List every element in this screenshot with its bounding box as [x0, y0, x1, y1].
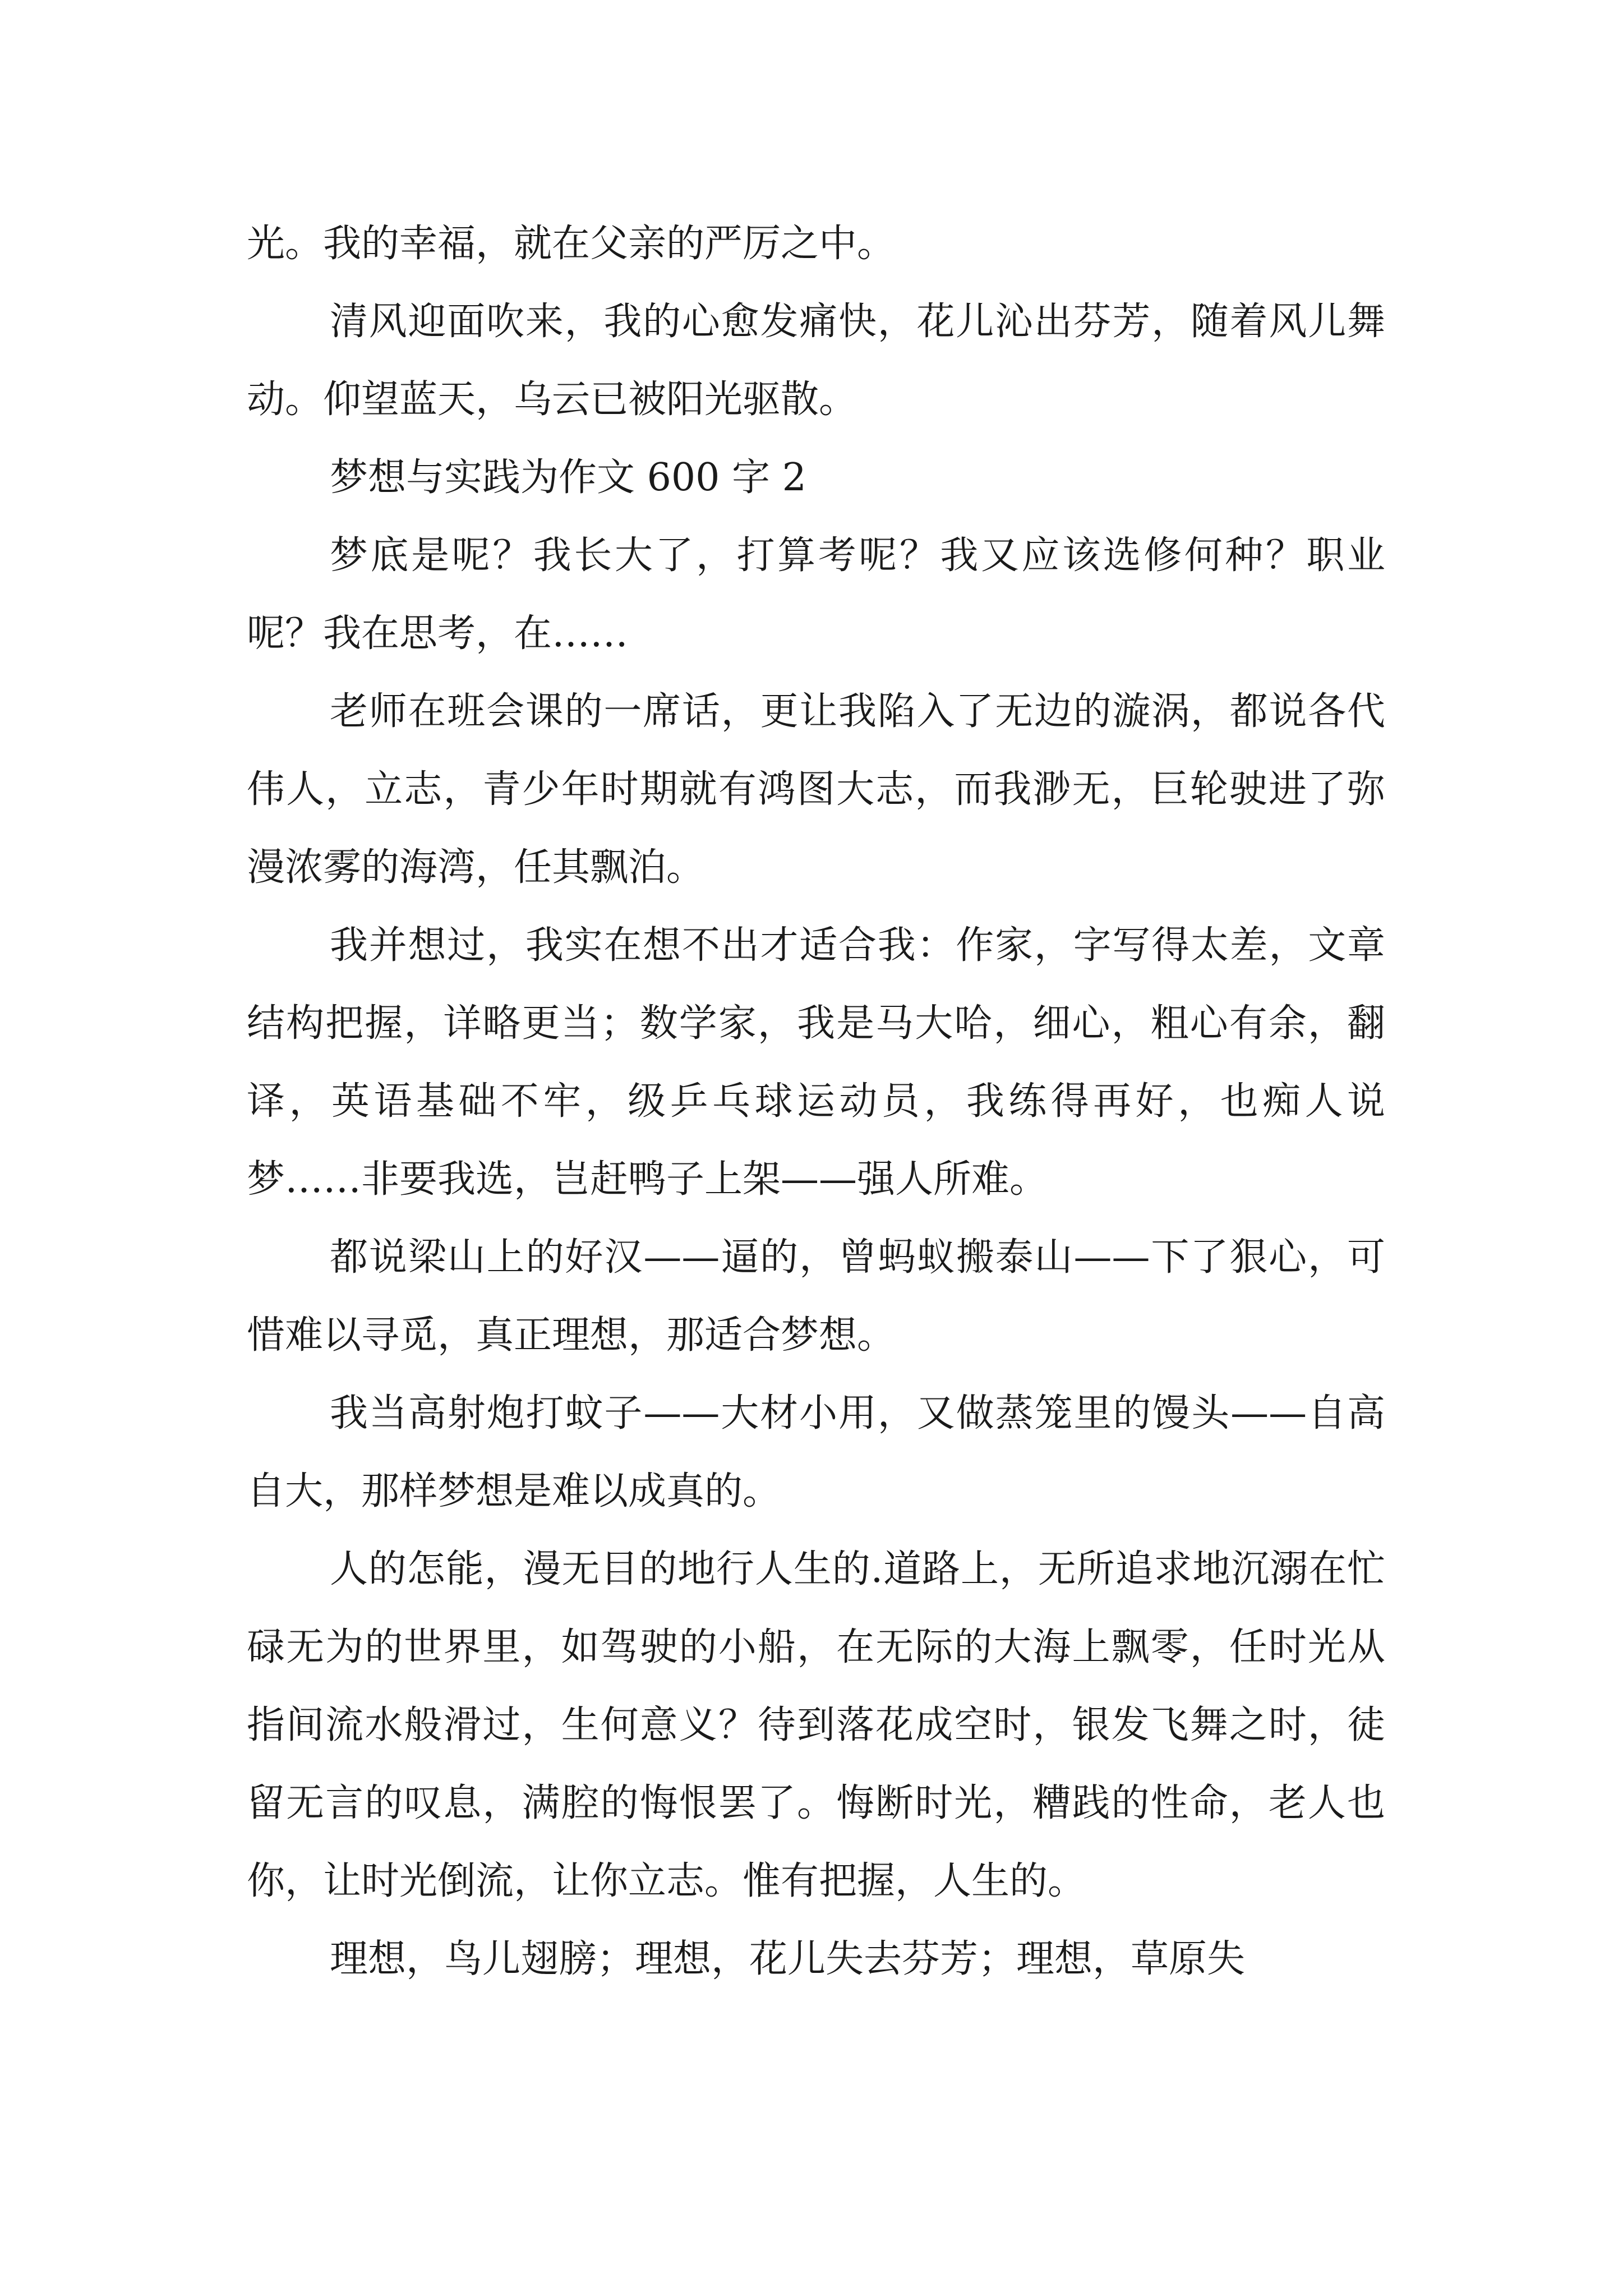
- paragraph: 理想，鸟儿翅膀；理想，花儿失去芬芳；理想，草原失: [330, 1937, 1246, 1981]
- paragraph: 光。我的幸福，就在父亲的严厉之中。: [247, 222, 896, 266]
- paragraph: 老师在班会课的一席话，更让我陷入了无边的漩涡，都说各代伟人，立志，青少年时期就有鸿图大志，而我渺无，巨轮驶进了弥漫浓雾的海湾，任其飘泊。: [247, 689, 1385, 890]
- paragraph: 都说梁山上的好汉——逼的，曾蚂蚁搬泰山——下了狠心，可惜难以寻觅，真正理想，那适合梦想。: [247, 1235, 1385, 1358]
- paragraph: 清风迎面吹来，我的心愈发痛快，花儿沁出芬芳，随着风儿舞动。仰望蓝天，乌云已被阳光驱散。: [247, 300, 1385, 422]
- paragraph: 人的怎能，漫无目的地行人生的.道路上，无所追求地沉溺在忙碌无为的世界里，如驾驶的小船，在无际的大海上飘零，任时光从指间流水般滑过，生何意义？待到落花成空时，银发飞舞之时，徒留无言的叹息，满腔的悔恨罢了。悔断时光，糟践的性命，老人也你，让时光倒流，让你立志。惟有把握，人生的。: [247, 1547, 1385, 1903]
- paragraph: 梦底是呢？我长大了，打算考呢？我又应该选修何种？职业呢？我在思考，在……: [247, 533, 1385, 656]
- section-title: 梦想与实践为作文 600 字 2: [330, 455, 806, 500]
- paragraph: 我当高射炮打蚊子——大材小用，又做蒸笼里的馒头——自高自大，那样梦想是难以成真的。: [247, 1391, 1385, 1513]
- essay-body: [247, 205, 1385, 1998]
- paragraph: 我并想过，我实在想不出才适合我：作家，字写得太差，文章结构把握，详略更当；数学家，我是马大哈，细心，粗心有余，翻译，英语基础不牢，级乒乓球运动员，我练得再好，也痴人说梦……非要我选，岂赶鸭子上架——强人所难。: [247, 923, 1385, 1202]
